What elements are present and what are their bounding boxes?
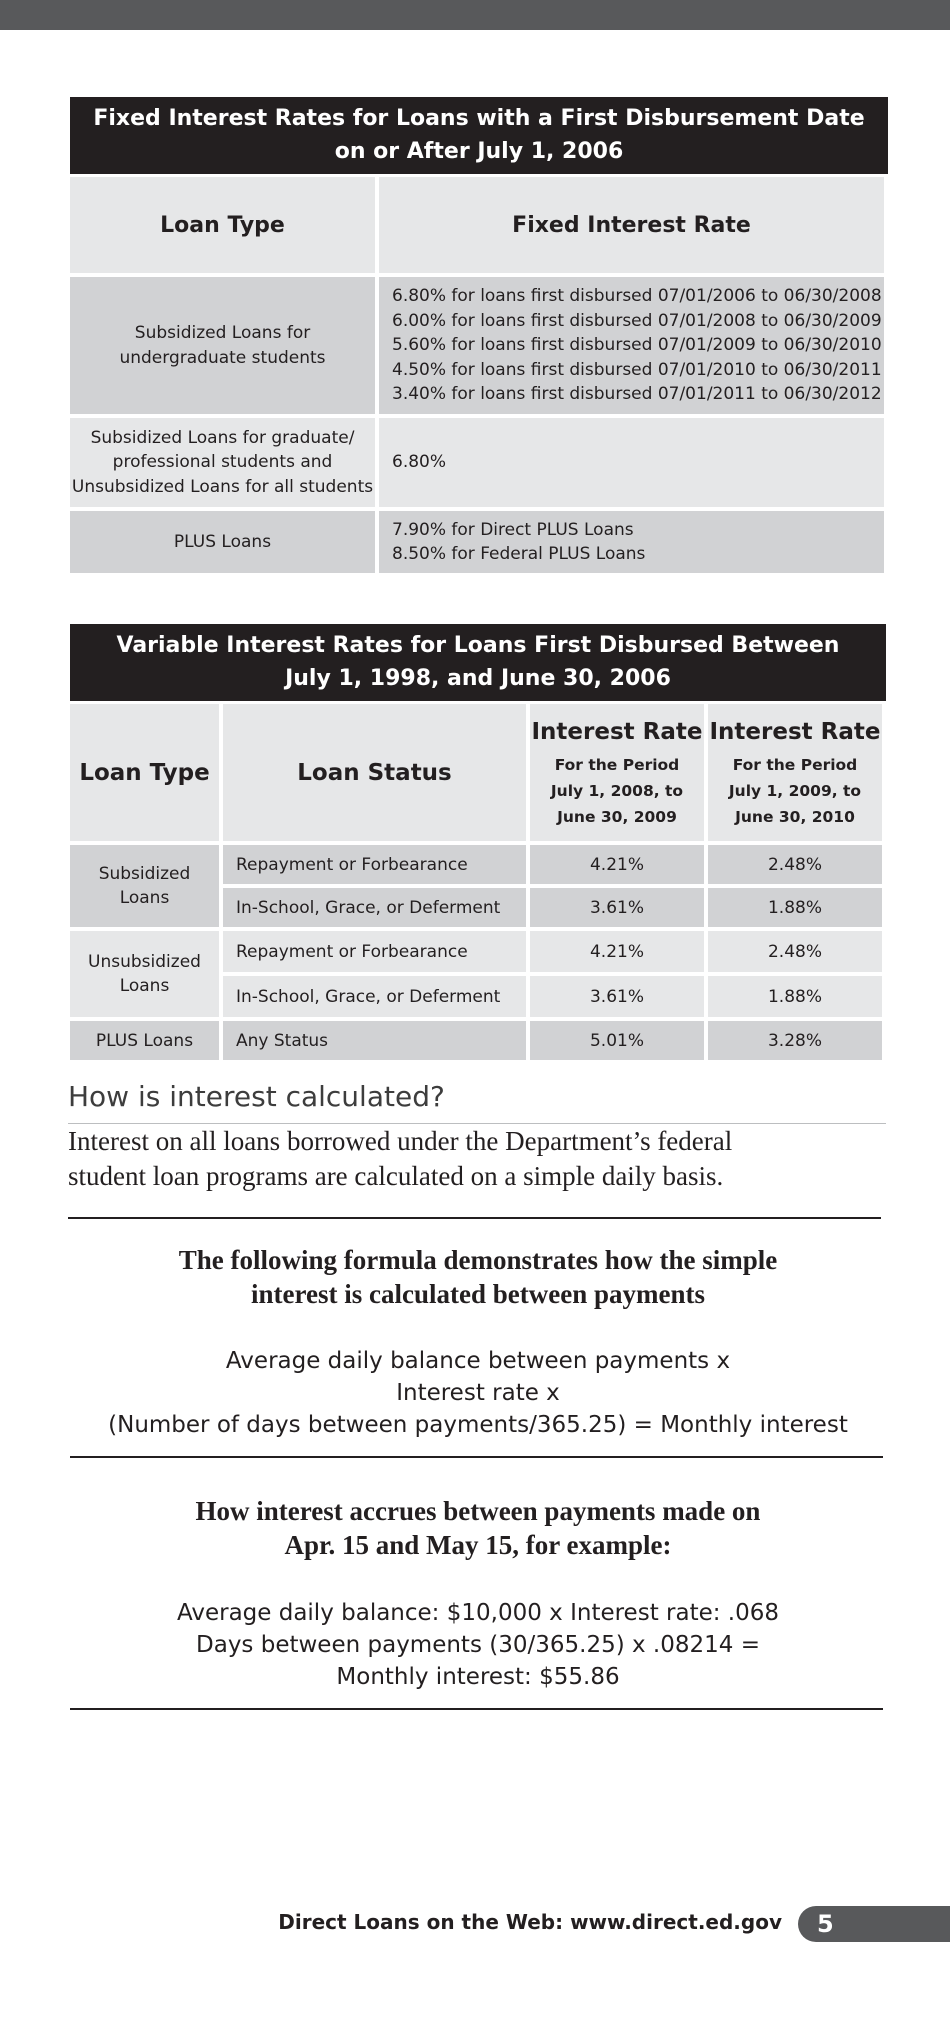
variable-rates-table bbox=[70, 624, 886, 1064]
example-line: Monthly interest: $55.86 bbox=[336, 1664, 620, 1690]
status-cell: In-School, Grace, or Deferment bbox=[223, 888, 526, 927]
header-text: Loan Type bbox=[79, 759, 210, 786]
rate-cell: 1.88% bbox=[708, 888, 882, 927]
loan-type-text: Unsubsidized bbox=[88, 951, 201, 972]
formula-line: Average daily balance between payments x bbox=[225, 1348, 731, 1374]
status-cell: Any Status bbox=[223, 1021, 526, 1060]
rate-cell: 3.61% bbox=[530, 888, 704, 927]
footer-web-label bbox=[278, 1910, 782, 1934]
rate-cell: 1.88% bbox=[708, 976, 882, 1017]
rate-text: 8.50% for Federal PLUS Loans bbox=[392, 544, 646, 564]
rate-text: 3.40% for loans first disbursed 07/01/2011 to 06/30/2012 bbox=[392, 384, 882, 405]
header-rate-2009 bbox=[708, 704, 882, 841]
header-text: Interest Rate bbox=[709, 718, 881, 745]
intro-line: student loan programs are calculated on a simple daily basis. bbox=[68, 1161, 724, 1191]
formula-line: Interest rate x bbox=[396, 1380, 560, 1406]
example-heading bbox=[68, 1494, 888, 1562]
rate-cell: 5.01% bbox=[530, 1021, 704, 1060]
loan-type-text: Subsidized bbox=[98, 863, 191, 884]
box-rule-top bbox=[68, 1217, 881, 1219]
variable-title-line2: July 1, 1998, and June 30, 2006 bbox=[285, 666, 671, 691]
header-subtext: June 30, 2010 bbox=[735, 807, 855, 826]
header-fixed-rate: Fixed Interest Rate bbox=[379, 177, 884, 273]
formula-heading bbox=[68, 1243, 888, 1311]
rate-text: 6.80% for loans first disbursed 07/01/2006 to 06/30/2008 bbox=[392, 286, 882, 307]
rate-cell bbox=[379, 277, 884, 414]
header-subtext: For the Period bbox=[554, 755, 680, 774]
fixed-table-grid bbox=[66, 173, 888, 577]
loan-type-text: undergraduate students bbox=[119, 347, 326, 368]
rate-text: 7.90% for Direct PLUS Loans bbox=[392, 519, 634, 540]
table-row bbox=[70, 1021, 882, 1060]
fixed-table-title bbox=[70, 97, 888, 174]
variable-table-title bbox=[70, 624, 886, 701]
loan-type-cell bbox=[70, 511, 375, 573]
variable-table-grid bbox=[66, 700, 886, 1064]
intro-paragraph bbox=[68, 1124, 888, 1194]
loan-type-text: Loans bbox=[119, 976, 170, 996]
formula-heading-line: The following formula demonstrates how the simple bbox=[178, 1245, 778, 1275]
formula-line: (Number of days between payments/365.25) = Monthly interest bbox=[108, 1412, 848, 1438]
box-rule-bottom bbox=[70, 1708, 883, 1710]
rate-text: 5.60% for loans first disbursed 07/01/2009 to 06/30/2010 bbox=[392, 335, 882, 356]
header-loan-status bbox=[223, 704, 526, 841]
rate-cell bbox=[379, 418, 884, 507]
formula-body bbox=[68, 1345, 888, 1441]
rate-cell: 3.28% bbox=[708, 1021, 882, 1060]
example-line: Days between payments (30/365.25) x .08214 = bbox=[196, 1632, 760, 1658]
loan-type-text: Loans bbox=[119, 888, 170, 908]
table-row bbox=[70, 277, 884, 414]
loan-type-cell bbox=[70, 845, 219, 927]
rate-cell: 2.48% bbox=[708, 931, 882, 972]
rate-cell: 4.21% bbox=[530, 845, 704, 884]
fixed-title-line1: Fixed Interest Rates for Loans with a First Disbursement Date bbox=[93, 106, 865, 131]
rate-cell: 4.21% bbox=[530, 931, 704, 972]
status-cell: Repayment or Forbearance bbox=[223, 931, 526, 972]
status-cell: Repayment or Forbearance bbox=[223, 845, 526, 884]
header-subtext: July 1, 2009, to bbox=[728, 781, 862, 800]
intro-line: Interest on all loans borrowed under the Department’s federal bbox=[68, 1126, 733, 1156]
formula-heading-line: interest is calculated between payments bbox=[251, 1279, 705, 1309]
page-number: 5 bbox=[817, 1910, 834, 1938]
rate-text: 6.80% bbox=[392, 452, 447, 473]
fixed-rates-table bbox=[70, 97, 888, 577]
table-row bbox=[70, 845, 882, 884]
loan-type-cell bbox=[70, 931, 219, 1017]
loan-type-cell bbox=[70, 277, 375, 414]
top-bar bbox=[0, 0, 950, 30]
fixed-title-line2: on or After July 1, 2006 bbox=[334, 139, 624, 164]
footer-url-link[interactable]: www.direct.ed.gov bbox=[570, 1910, 782, 1934]
loan-type-cell bbox=[70, 418, 375, 507]
page-number-tab bbox=[798, 1906, 950, 1942]
header-subtext: For the Period bbox=[732, 755, 858, 774]
rate-text: 4.50% for loans first disbursed 07/01/2010 to 06/30/2011 bbox=[392, 359, 882, 380]
footer-label: Direct Loans on the Web: bbox=[278, 1910, 564, 1934]
header-subtext: June 30, 2009 bbox=[557, 807, 677, 826]
loan-type-text: PLUS Loans bbox=[173, 531, 272, 552]
loan-type-text: professional students and bbox=[112, 452, 333, 473]
example-heading-line: Apr. 15 and May 15, for example: bbox=[284, 1530, 672, 1560]
variable-title-line1: Variable Interest Rates for Loans First Disbursed Between bbox=[116, 633, 840, 658]
rate-text: 6.00% for loans first disbursed 07/01/2008 to 06/30/2009 bbox=[392, 310, 882, 331]
loan-type-text: Unsubsidized Loans for all students bbox=[71, 476, 374, 497]
loan-type-text: Subsidized Loans for bbox=[134, 323, 311, 343]
box-rule-middle bbox=[70, 1456, 883, 1458]
table-row bbox=[70, 511, 884, 573]
status-cell: In-School, Grace, or Deferment bbox=[223, 976, 526, 1017]
example-heading-line: How interest accrues between payments made on bbox=[195, 1496, 761, 1526]
rate-cell: 3.61% bbox=[530, 976, 704, 1017]
example-line: Average daily balance: $10,000 x Interest rate: .068 bbox=[176, 1600, 780, 1626]
header-text: Loan Status bbox=[297, 759, 452, 786]
header-loan-type: Loan Type bbox=[70, 177, 375, 273]
header-subtext: July 1, 2008, to bbox=[550, 781, 684, 800]
table-row bbox=[70, 931, 882, 972]
header-text: Interest Rate bbox=[531, 718, 703, 745]
table-row bbox=[70, 418, 884, 507]
loan-type-text: Subsidized Loans for graduate/ bbox=[90, 427, 355, 448]
loan-type-cell: PLUS Loans bbox=[70, 1021, 219, 1060]
example-body bbox=[68, 1597, 888, 1693]
header-loan-type bbox=[70, 704, 219, 841]
rate-cell bbox=[379, 511, 884, 573]
section-title: How is interest calculated? bbox=[68, 1080, 445, 1113]
header-rate-2008 bbox=[530, 704, 704, 841]
rate-cell: 2.48% bbox=[708, 845, 882, 884]
